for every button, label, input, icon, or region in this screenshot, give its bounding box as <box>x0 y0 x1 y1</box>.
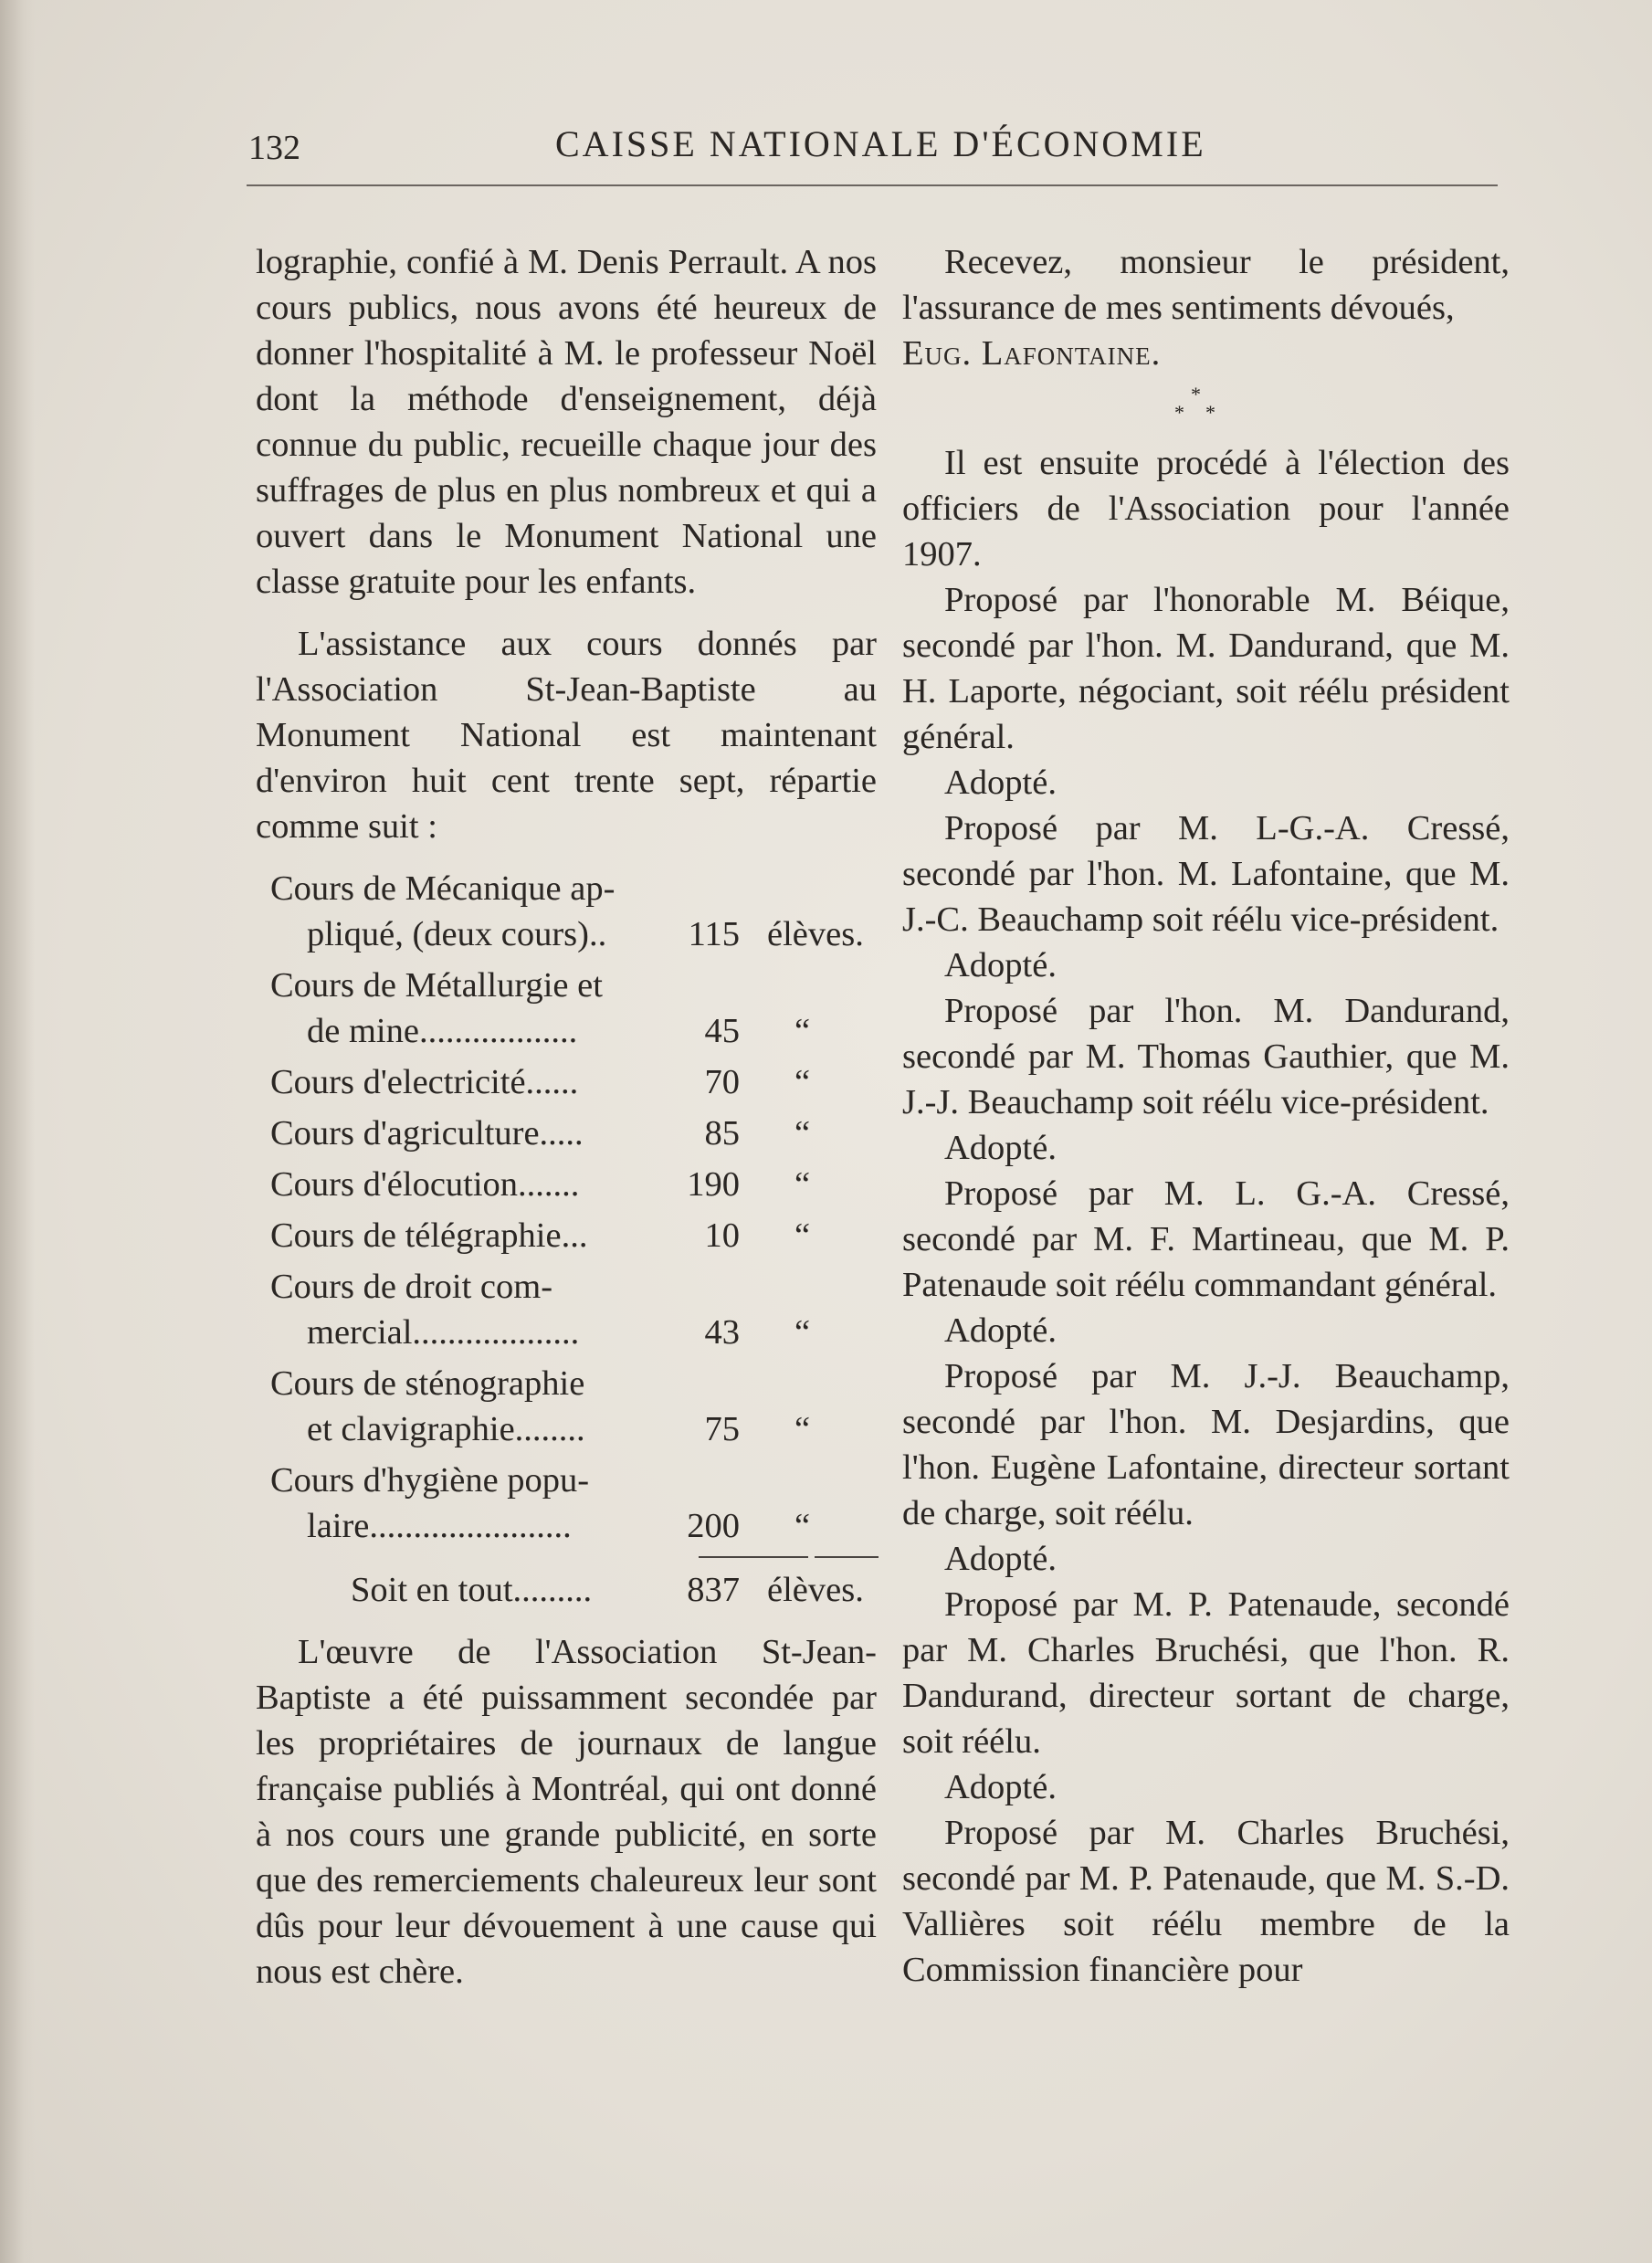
motion: Proposé par M. L. G.-A. Cressé, secondé par M. F. Martineau, que M. P. Patenaude soit réélu commandant général. <box>902 1174 1510 1304</box>
paragraph-election: Il est ensuite procédé à l'élection des officiers de l'Association pour l'année 1907. <box>902 444 1510 574</box>
adopted: Adopté. <box>944 1540 1057 1578</box>
sum-rule <box>256 1549 877 1567</box>
course-count: 10 <box>704 1216 740 1255</box>
motion: Proposé par l'hon. M. Dandurand, secondé par M. Thomas Gauthier, que M. J.-J. Beauchamp soit réélu vice-président. <box>902 992 1510 1121</box>
page-header <box>245 117 1496 172</box>
course-count: 85 <box>704 1114 740 1153</box>
course-unit: élèves. <box>767 915 864 953</box>
list-item: et clavigraphie........ 75 “ <box>256 1406 877 1452</box>
list-item: Cours d'agriculture..... 85 “ <box>256 1110 877 1156</box>
letter-closing: Recevez, monsieur le président, l'assurance de mes sentiments dévoués, <box>902 243 1510 327</box>
page-number: 132 <box>248 129 300 167</box>
motion: Proposé par M. Charles Bruchési, secondé par M. P. Patenaude, que M. S.-D. Vallières soit réélu membre de la Commission financière pour <box>902 1814 1510 1989</box>
adopted: Adopté. <box>944 1768 1057 1806</box>
motion: Proposé par M. J.-J. Beauchamp, secondé par l'hon. M. Desjardins, que l'hon. Eugène Lafontaine, directeur sortant de charge, soit réélu. <box>902 1357 1510 1532</box>
course-count: 43 <box>704 1313 740 1352</box>
course-list <box>256 866 877 1613</box>
total-row: Soit en tout......... 837 élèves. <box>256 1567 877 1613</box>
course-count: 200 <box>687 1507 740 1545</box>
list-item: Cours de Mécanique ap- <box>270 869 616 908</box>
course-count: 75 <box>704 1410 740 1448</box>
header-rule <box>247 184 1498 186</box>
asterism: * * * <box>1174 383 1215 424</box>
total-count: 837 <box>687 1571 740 1609</box>
list-item: Cours d'electricité...... 70 “ <box>256 1059 877 1105</box>
course-count: 190 <box>687 1165 740 1204</box>
adopted: Adopté. <box>944 946 1057 984</box>
course-count: 115 <box>688 915 740 953</box>
list-item: Cours d'élocution....... 190 “ <box>256 1162 877 1207</box>
ditto-mark: “ <box>794 1165 811 1204</box>
course-count: 45 <box>704 1012 740 1050</box>
motion: Proposé par l'honorable M. Béique, secondé par l'hon. M. Dandurand, que M. H. Laporte, négociant, soit réélu président général. <box>902 581 1510 756</box>
left-column <box>256 239 877 1995</box>
signature: Eug. Lafontaine. <box>902 334 1162 373</box>
list-item: laire....................... 200 “ <box>256 1503 877 1549</box>
course-count: 70 <box>704 1063 740 1101</box>
ditto-mark: “ <box>794 1114 811 1153</box>
ditto-mark: “ <box>794 1313 811 1352</box>
ditto-mark: “ <box>794 1012 811 1050</box>
adopted: Adopté. <box>944 763 1057 802</box>
binding-edge <box>0 0 35 2263</box>
paragraph-press-thanks: L'œuvre de l'Association St-Jean-Baptiste a été puissamment secondée par les propriétaires de journaux de langue française publiés à Montréal, qui ont donné à nos cours une grande publicité, en sorte que des remerciements chaleureux leur sont dûs pour leur dévouement à une cause qui nous est chère. <box>256 1633 877 1991</box>
paragraph-lithography: lographie, confié à M. Denis Perrault. A nos cours publics, nous avons été heureux de donner l'hospitalité à M. le professeur Noël dont la méthode d'enseignement, déjà connue du public, recueille chaque jour des suffrages de plus en plus nombreux et qui a ouvert dans le Monument National une classe gratuite pour les enfants. <box>256 243 877 601</box>
total-unit: élèves. <box>767 1571 864 1609</box>
paragraph-attendance: L'assistance aux cours donnés par l'Association St-Jean-Baptiste au Monument National est maintenant d'environ huit cent trente sept, répartie comme suit : <box>256 625 877 846</box>
ditto-mark: “ <box>794 1063 811 1101</box>
list-item: Cours de sténographie <box>270 1364 585 1403</box>
list-item: pliqué, (deux cours).. 115 élèves. <box>256 911 877 957</box>
list-item: Cours d'hygiène popu- <box>270 1461 590 1500</box>
list-item: Cours de Métallurgie et <box>270 966 603 1005</box>
running-title: CAISSE NATIONALE D'ÉCONOMIE <box>555 123 1206 164</box>
adopted: Adopté. <box>944 1311 1057 1350</box>
adopted: Adopté. <box>944 1129 1057 1167</box>
list-item: Cours de droit com- <box>270 1268 553 1306</box>
motion: Proposé par M. L-G.-A. Cressé, secondé par l'hon. M. Lafontaine, que M. J.-C. Beauchamp soit réélu vice-président. <box>902 809 1510 939</box>
motion: Proposé par M. P. Patenaude, secondé par M. Charles Bruchési, que l'hon. R. Dandurand, directeur sortant de charge, soit réélu. <box>902 1585 1510 1761</box>
ditto-mark: “ <box>794 1507 811 1545</box>
list-item: de mine.................. 45 “ <box>256 1008 877 1054</box>
list-item: Cours de télégraphie... 10 “ <box>256 1213 877 1258</box>
right-column <box>902 239 1510 1993</box>
ditto-mark: “ <box>794 1410 811 1448</box>
list-item: mercial................... 43 “ <box>256 1310 877 1355</box>
ditto-mark: “ <box>794 1216 811 1255</box>
